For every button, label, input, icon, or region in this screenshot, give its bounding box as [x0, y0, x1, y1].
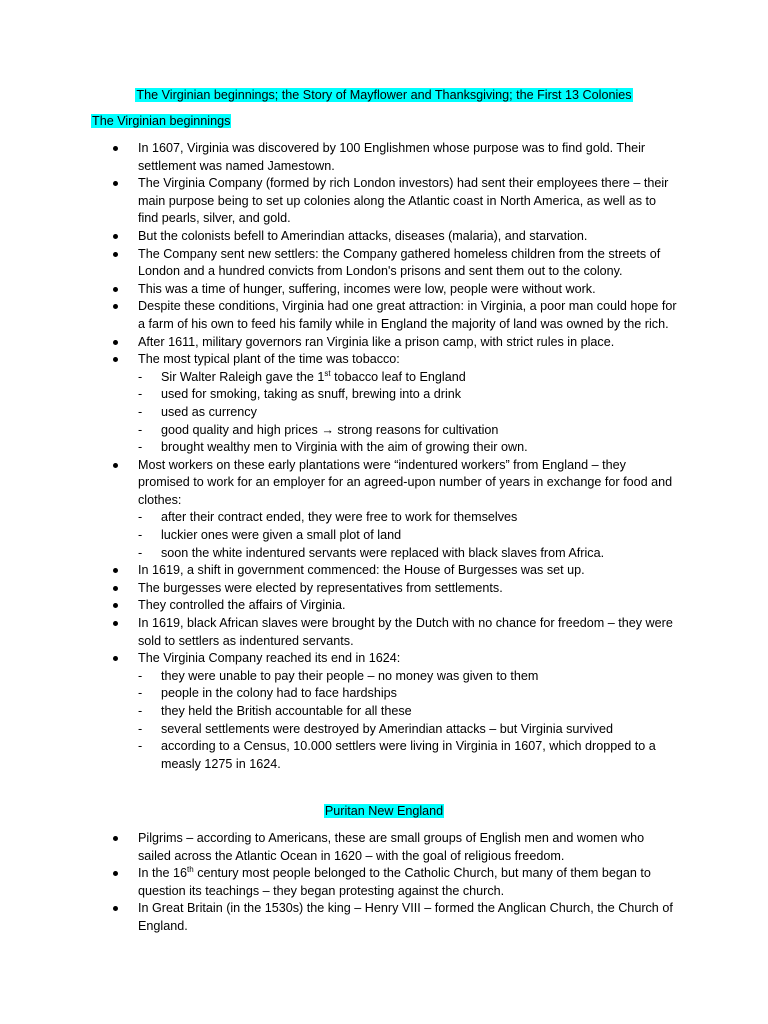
bullet-icon [113, 621, 118, 626]
list-item: After 1611, military governors ran Virginia like a prison camp, with strict rules in place. [0, 334, 678, 352]
list-item: Pilgrims – according to Americans, these are small groups of English men and women who sailed across the Atlantic Ocean in 1620 – with the goal of religious freedom. [0, 830, 678, 865]
list-item: In 1607, Virginia was discovered by 100 Englishmen whose purpose was to find gold. Their settlement was named Jamestown. [0, 140, 678, 175]
list-item: The Virginia Company reached its end in 1624: [0, 650, 678, 668]
sub-list-item: - brought wealthy men to Virginia with the aim of growing their own. [0, 439, 678, 457]
bullet-icon [113, 871, 118, 876]
sub-list-item: - they held the British accountable for all these [0, 703, 678, 721]
bullet-icon [113, 836, 118, 841]
sub-list-item: - several settlements were destroyed by Amerindian attacks – but Virginia survived [0, 721, 678, 739]
dash-marker: - [138, 721, 143, 736]
bullet-icon [113, 906, 118, 911]
company-end-sublist [0, 668, 768, 774]
sub-list-item: - after their contract ended, they were free to work for themselves [0, 509, 678, 527]
bullet-icon [113, 463, 118, 468]
puritan-bullet-list [0, 830, 768, 936]
dash-marker: - [138, 545, 143, 560]
workers-sublist [0, 509, 768, 562]
virginian-bullet-list [0, 140, 768, 773]
dash-marker: - [138, 686, 143, 701]
list-item: Most workers on these early plantations were “indentured workers” from England – they promised to work for an employer for an agreed-upon number of years in exchange for food and clothes: [0, 457, 678, 510]
bullet-icon [113, 357, 118, 362]
bullet-icon [113, 603, 118, 608]
list-item: In the 16th century most people belonged to the Catholic Church, but many of them began to question its teachings – they began protesting against the church. [0, 865, 678, 900]
dash-marker: - [138, 440, 143, 455]
dash-marker: - [138, 404, 143, 419]
title-highlight: The Virginian beginnings; the Story of Mayflower and Thanksgiving; the First 13 Colonies [136, 88, 632, 102]
bullet-icon [113, 287, 118, 292]
sub-list-item: - used as currency [0, 404, 678, 422]
list-item: This was a time of hunger, suffering, incomes were low, people were without work. [0, 281, 678, 299]
list-item: In 1619, a shift in government commenced: the House of Burgesses was set up. [0, 562, 678, 580]
dash-marker: - [138, 704, 143, 718]
dash-marker: - [138, 422, 143, 437]
sub-list-item: - they were unable to pay their people – no money was given to them [0, 668, 678, 686]
tobacco-sublist [0, 369, 768, 457]
bullet-icon [113, 586, 118, 591]
list-item: In 1619, black African slaves were brought by the Dutch with no chance for freedom – they were sold to settlers as indentured servants. [0, 615, 678, 650]
list-item: The most typical plant of the time was tobacco: [0, 351, 678, 369]
sub-list-item: - good quality and high prices → strong reasons for cultivation [0, 422, 678, 440]
bullet-icon [113, 234, 118, 239]
list-item: But the colonists befell to Amerindian attacks, diseases (malaria), and starvation. [0, 228, 678, 246]
list-item: They controlled the affairs of Virginia. [0, 597, 678, 615]
sub-list-item: - used for smoking, taking as snuff, brewing into a drink [0, 386, 678, 404]
arrow-right-icon: → [321, 422, 334, 437]
sub-list-item: - luckier ones were given a small plot of land [0, 527, 678, 545]
dash-marker: - [138, 387, 143, 402]
bullet-icon [113, 656, 118, 661]
sub-list-item: - soon the white indentured servants were replaced with black slaves from Africa. [0, 545, 678, 563]
sub-list-item: - according to a Census, 10.000 settlers were living in Virginia in 1607, which dropped to a measly 1275 in 1624. [138, 739, 656, 771]
list-item: In Great Britain (in the 1530s) the king – Henry VIII – formed the Anglican Church, the Church of England. [0, 900, 678, 935]
dash-marker: - [138, 739, 143, 754]
bullet-icon [113, 304, 118, 309]
bullet-icon [113, 340, 118, 345]
section-heading-puritan: Puritan New England [324, 804, 444, 818]
sub-list-item: - Sir Walter Raleigh gave the 1st tobacco leaf to England [0, 369, 678, 387]
section-heading-virginian: The Virginian beginnings [92, 114, 231, 128]
page-title [0, 87, 768, 104]
dash-marker: - [138, 369, 143, 384]
list-item: The Virginia Company (formed by rich London investors) had sent their employees there – their main purpose being to set up colonies along the Atlantic coast in North America, as well as to find pearls, silver, and gold. [0, 175, 678, 228]
dash-marker: - [138, 668, 143, 683]
list-item: The Company sent new settlers: the Company gathered homeless children from the streets of London and a hundred convicts from London's prisons and sent them out to the colony. [0, 246, 678, 281]
dash-marker: - [138, 528, 143, 543]
bullet-icon [113, 146, 118, 151]
sub-list-item: - people in the colony had to face hardships [0, 685, 678, 703]
list-item: The burgesses were elected by representatives from settlements. [0, 580, 678, 598]
bullet-icon [113, 181, 118, 186]
bullet-icon [113, 252, 118, 257]
list-item: Despite these conditions, Virginia had one great attraction: in Virginia, a poor man could hope for a farm of his own to feed his family while in England the majority of land was owned by the rich. [0, 298, 678, 333]
bullet-icon [113, 568, 118, 573]
dash-marker: - [138, 510, 143, 525]
